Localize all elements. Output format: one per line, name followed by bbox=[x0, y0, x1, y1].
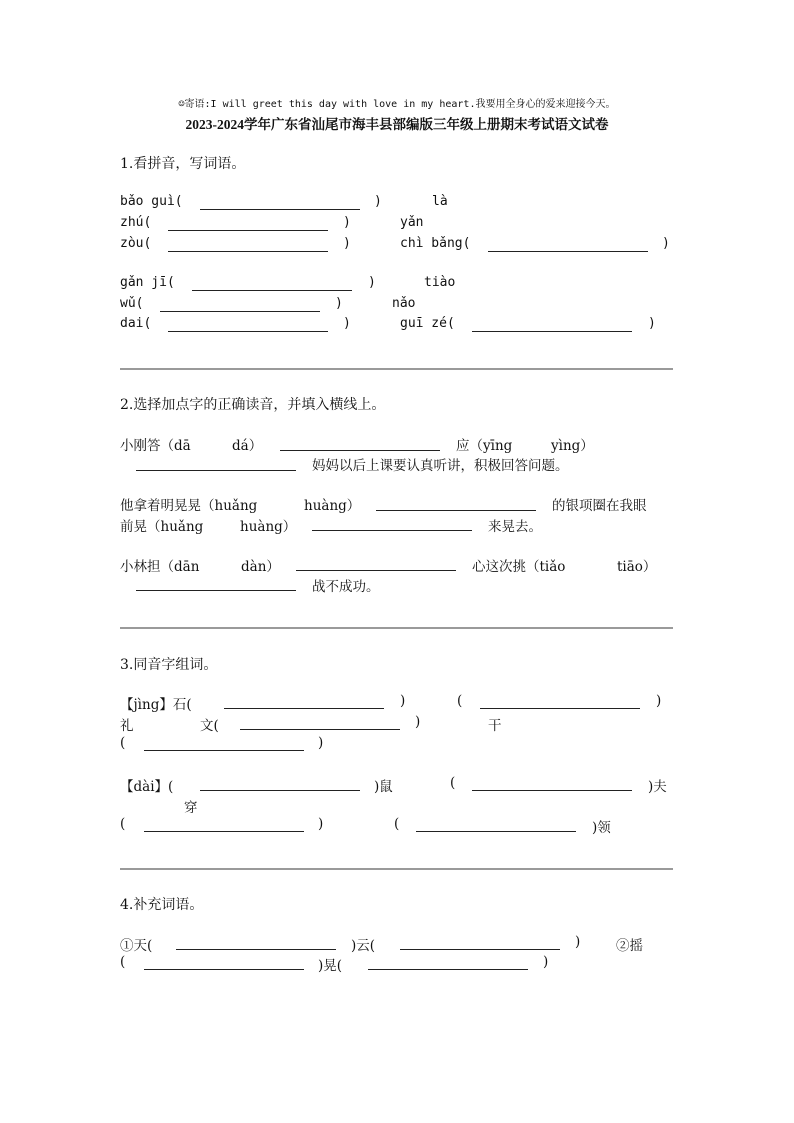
q2-text: 妈妈以后上课要认真听讲，积极回答问题。 bbox=[312, 458, 569, 474]
answer-blank[interactable] bbox=[136, 470, 296, 471]
q4-text: ②摇 bbox=[616, 938, 643, 954]
q4-text: ( bbox=[120, 954, 126, 970]
q4-text: ) bbox=[575, 934, 581, 950]
q3-text: ) bbox=[318, 735, 324, 751]
answer-blank[interactable] bbox=[168, 331, 328, 332]
q1-paren: ) bbox=[662, 236, 670, 251]
answer-blank[interactable] bbox=[416, 831, 576, 832]
q2-text: yìng） bbox=[551, 438, 594, 454]
q1-paren: ) bbox=[374, 194, 382, 209]
answer-blank[interactable] bbox=[168, 251, 328, 252]
q1-pinyin: zòu( bbox=[120, 236, 152, 251]
q1-pinyin: gǎn jī( bbox=[120, 275, 175, 290]
q3-text: ) bbox=[415, 714, 421, 730]
q1-pinyin: guī zé( bbox=[400, 316, 455, 331]
q2-text: dàn） bbox=[241, 559, 280, 575]
q4-text: )晃( bbox=[318, 958, 343, 974]
q3-text: ( bbox=[457, 693, 463, 709]
q1-pinyin: dai( bbox=[120, 316, 152, 331]
q3-text: 穿 bbox=[184, 800, 198, 816]
section-divider bbox=[120, 868, 673, 870]
q2-text: 的银项圈在我眼 bbox=[552, 498, 647, 514]
q1-heading: 1.看拼音，写词语。 bbox=[120, 156, 246, 172]
q2-text: huàng） bbox=[240, 519, 297, 535]
q1-pinyin: nǎo bbox=[392, 296, 416, 311]
q2-text: 应（yīng bbox=[456, 438, 513, 454]
q1-paren: ) bbox=[343, 236, 351, 251]
q2-text: 战不成功。 bbox=[312, 579, 380, 595]
answer-blank[interactable] bbox=[312, 530, 472, 531]
answer-blank[interactable] bbox=[472, 790, 632, 791]
q3-text: ( bbox=[120, 816, 126, 832]
q1-paren: ) bbox=[343, 215, 351, 230]
q3-text: 【dài】( bbox=[120, 779, 174, 795]
answer-blank[interactable] bbox=[144, 969, 304, 970]
q3-text: 【jìng】石( bbox=[120, 697, 192, 713]
q1-pinyin: zhú( bbox=[120, 215, 152, 230]
section-divider bbox=[120, 368, 673, 370]
q4-heading: 4.补充词语。 bbox=[120, 897, 204, 913]
q1-paren: ) bbox=[648, 316, 656, 331]
answer-blank[interactable] bbox=[144, 831, 304, 832]
q3-text: 文( bbox=[200, 718, 219, 734]
answer-blank[interactable] bbox=[488, 251, 648, 252]
q2-text: 小林担（dān bbox=[120, 559, 200, 575]
q1-paren: ) bbox=[343, 316, 351, 331]
q1-pinyin: wǔ( bbox=[120, 296, 144, 311]
q2-text: 他拿着明晃晃（huǎng bbox=[120, 498, 258, 514]
q1-pinyin: chì bǎng( bbox=[400, 236, 471, 251]
q3-text: ) bbox=[318, 816, 324, 832]
answer-blank[interactable] bbox=[136, 590, 296, 591]
q2-heading: 2.选择加点字的正确读音，并填入横线上。 bbox=[120, 397, 386, 413]
answer-blank[interactable] bbox=[400, 949, 560, 950]
q3-text: ) bbox=[656, 693, 662, 709]
answer-blank[interactable] bbox=[368, 969, 528, 970]
answer-blank[interactable] bbox=[376, 510, 536, 511]
answer-blank[interactable] bbox=[176, 949, 336, 950]
q3-heading: 3.同音字组词。 bbox=[120, 657, 218, 673]
answer-blank[interactable] bbox=[472, 331, 632, 332]
q3-text: ) bbox=[400, 693, 406, 709]
q3-text: 礼 bbox=[120, 718, 134, 734]
exam-title: 2023-2024学年广东省汕尾市海丰县部编版三年级上册期末考试语文试卷 bbox=[185, 117, 609, 132]
answer-blank[interactable] bbox=[192, 290, 352, 291]
q3-text: )领 bbox=[592, 820, 611, 836]
q1-pinyin: bǎo guì( bbox=[120, 194, 183, 209]
q3-text: )夫 bbox=[648, 779, 667, 795]
q1-pinyin: tiào bbox=[424, 275, 456, 290]
q3-text: )鼠 bbox=[374, 779, 393, 795]
motto: ☺寄语:I will greet this day with love in my heart.我要用全身心的爱来迎接今天。 bbox=[178, 99, 616, 110]
q2-text: huàng） bbox=[304, 498, 361, 514]
answer-blank[interactable] bbox=[224, 708, 384, 709]
q3-text: ( bbox=[394, 816, 400, 832]
section-divider bbox=[120, 627, 673, 629]
q4-text: ①天( bbox=[120, 938, 153, 954]
answer-blank[interactable] bbox=[240, 729, 400, 730]
answer-blank[interactable] bbox=[144, 750, 304, 751]
q2-text: dá） bbox=[232, 438, 263, 454]
q4-text: ) bbox=[543, 954, 549, 970]
q2-text: 来晃去。 bbox=[488, 519, 542, 535]
answer-blank[interactable] bbox=[296, 570, 456, 571]
answer-blank[interactable] bbox=[200, 209, 360, 210]
q2-text: tiāo） bbox=[617, 559, 657, 575]
q1-pinyin: là bbox=[432, 194, 448, 209]
q3-text: ( bbox=[450, 775, 456, 791]
q2-text: 小刚答（dā bbox=[120, 438, 191, 454]
q2-text: 心这次挑（tiǎo bbox=[472, 559, 566, 575]
q4-text: )云( bbox=[351, 938, 376, 954]
q1-pinyin: yǎn bbox=[400, 215, 424, 230]
q3-text: 干 bbox=[488, 718, 502, 734]
answer-blank[interactable] bbox=[280, 450, 440, 451]
q3-text: ( bbox=[120, 735, 126, 751]
q2-text: 前晃（huǎng bbox=[120, 519, 204, 535]
answer-blank[interactable] bbox=[200, 790, 360, 791]
q1-paren: ) bbox=[368, 275, 376, 290]
answer-blank[interactable] bbox=[480, 708, 640, 709]
answer-blank[interactable] bbox=[160, 311, 320, 312]
answer-blank[interactable] bbox=[168, 230, 328, 231]
q1-paren: ) bbox=[335, 296, 343, 311]
